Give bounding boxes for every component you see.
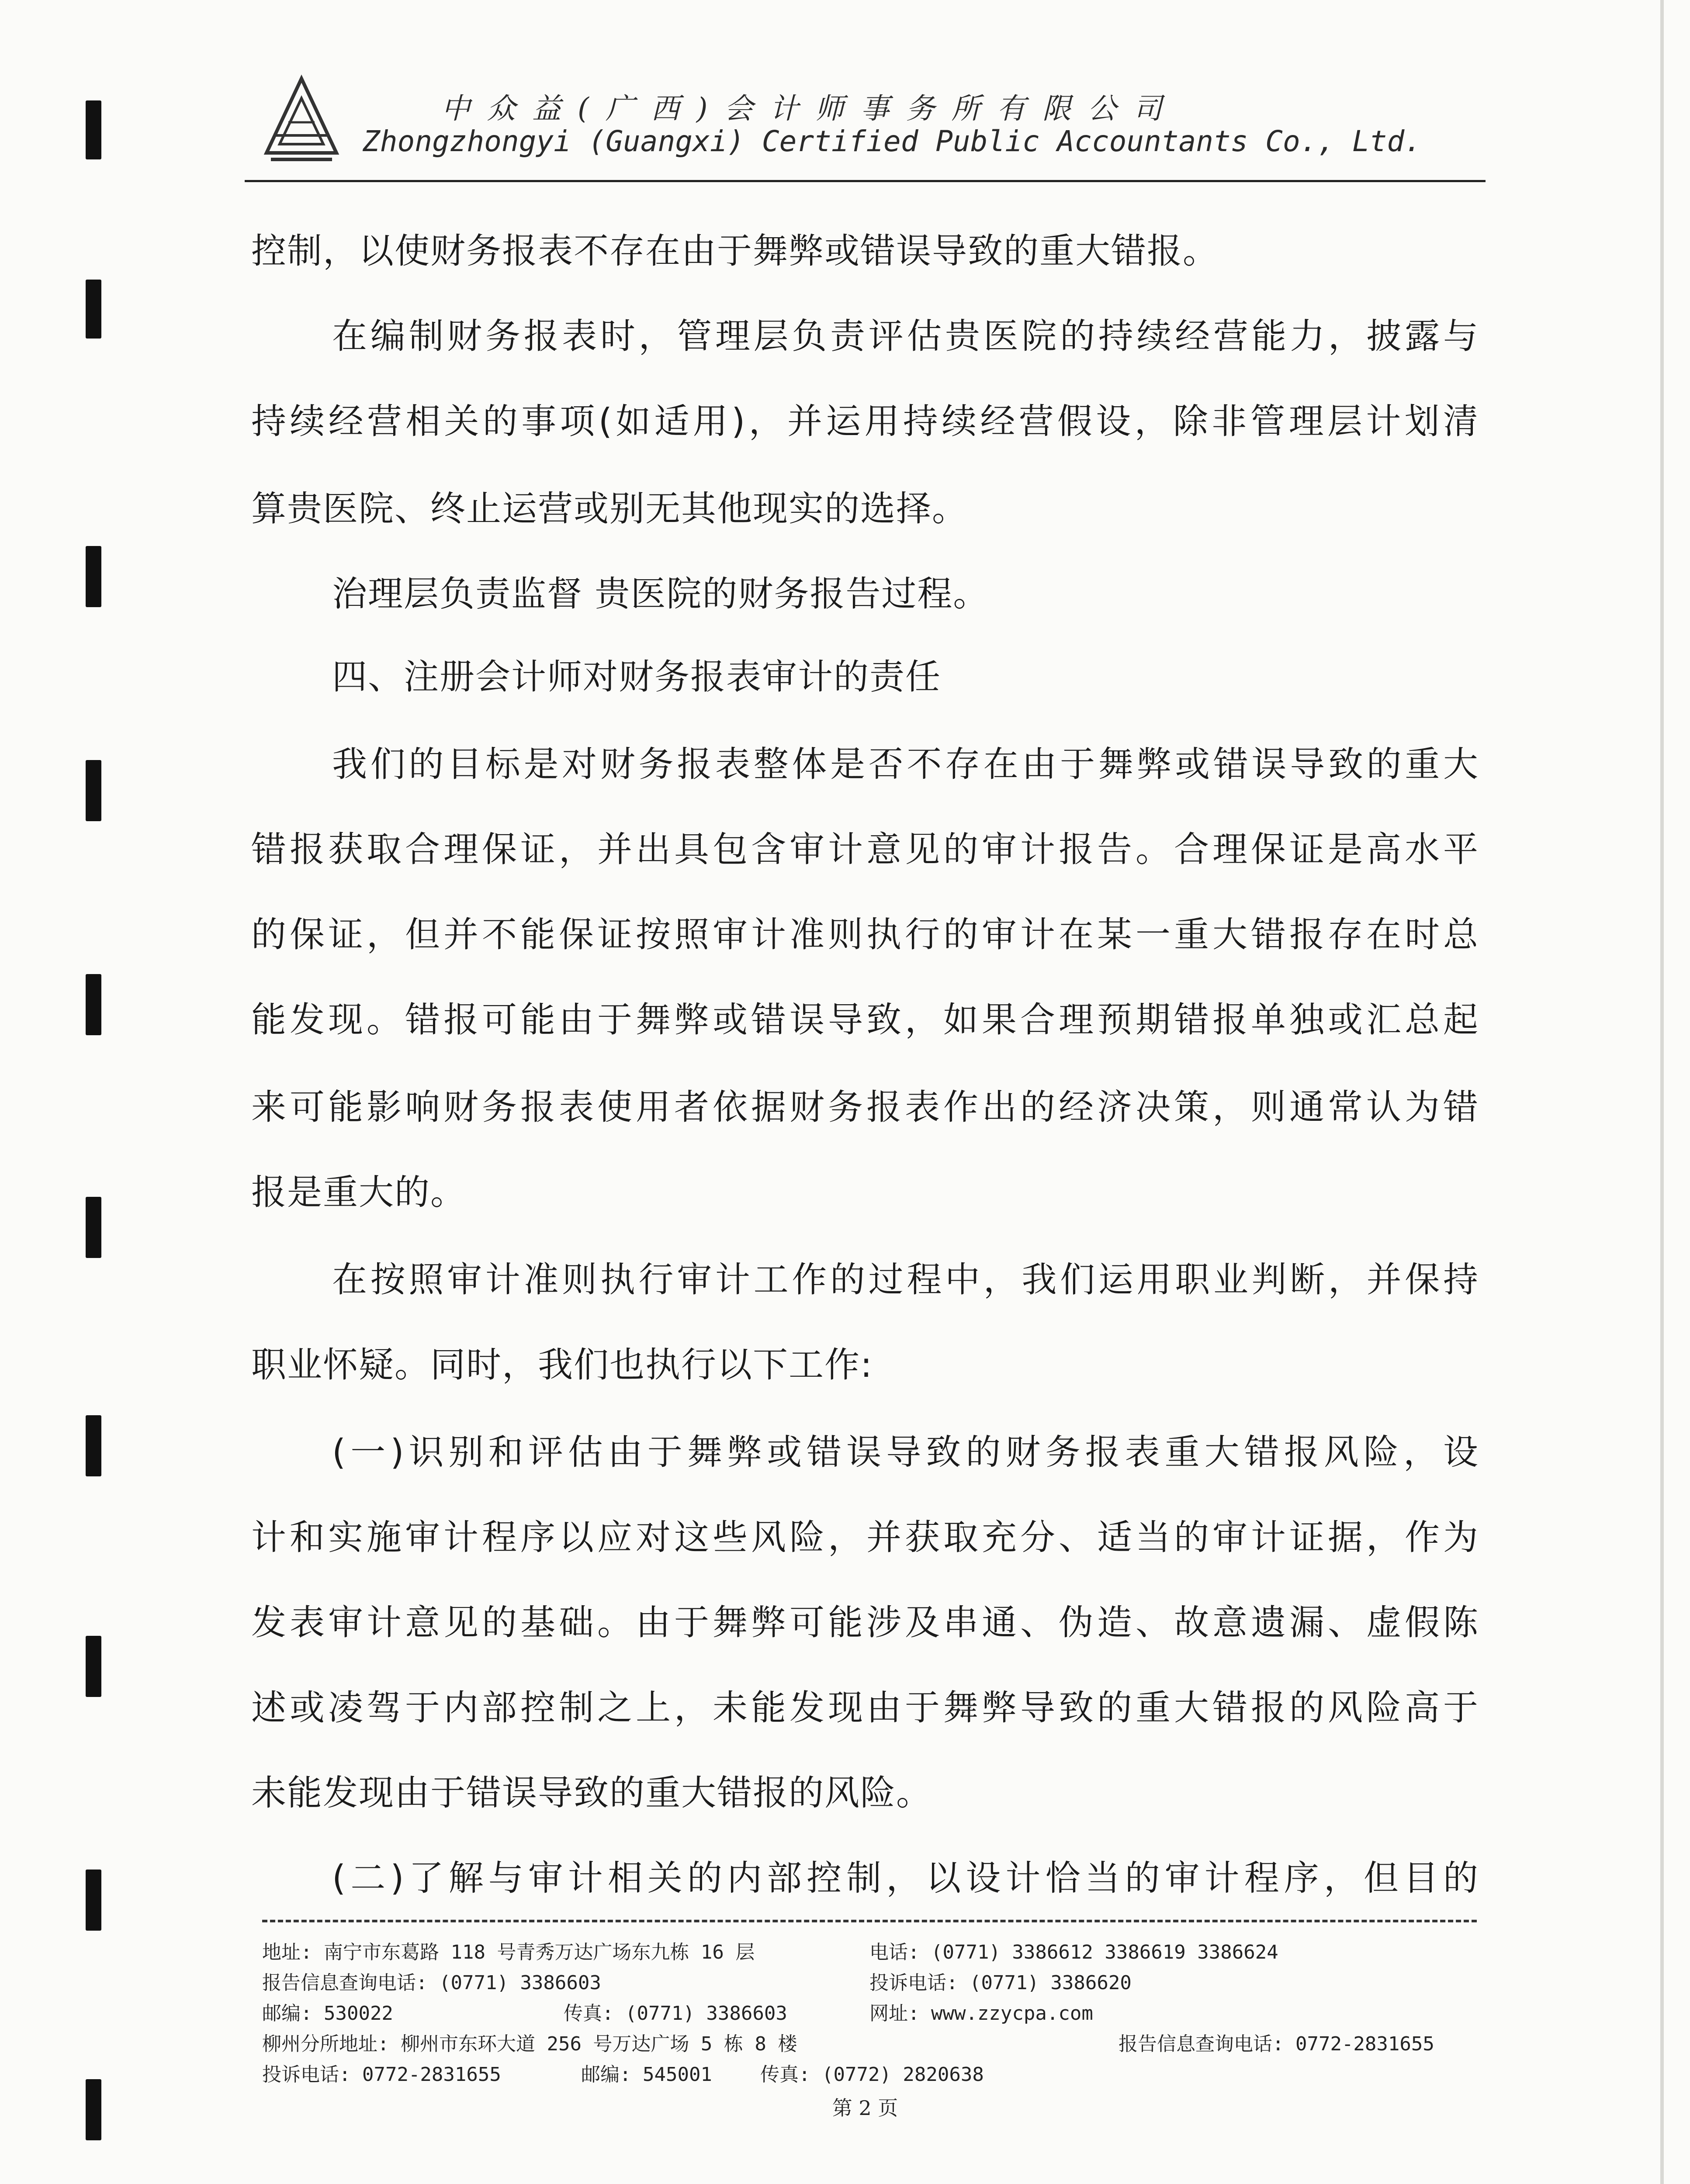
body-line: 报是重大的。 xyxy=(251,1172,466,1213)
body-line: 算贵医院、终止运营或别无其他现实的选择。 xyxy=(251,488,968,529)
body-line: (二)了解与审计相关的内部控制，以设计恰当的审计程序，但目的 xyxy=(332,1858,1479,1898)
footer-postcode: 邮编: 530022 xyxy=(262,2002,393,2025)
footer-branch-complaint: 投诉电话: 0772-2831655 xyxy=(262,2063,501,2086)
body-line: 在编制财务报表时，管理层负责评估贵医院的持续经营能力，披露与 xyxy=(332,316,1479,356)
page-edge xyxy=(1660,0,1664,2184)
footer-fax: 传真: (0771) 3386603 xyxy=(564,2002,787,2025)
body-line: 治理层负责监督 贵医院的财务报告过程。 xyxy=(332,574,989,614)
body-line: 在按照审计准则执行审计工作的过程中，我们运用职业判断，并保持 xyxy=(332,1259,1479,1300)
binding-mark xyxy=(86,760,101,821)
binding-mark xyxy=(86,1415,101,1476)
body-line: 计和实施审计程序以应对这些风险，并获取充分、适当的审计证据，作为 xyxy=(251,1517,1479,1558)
footer-branch-postcode: 邮编: 545001 xyxy=(581,2063,712,2086)
page-number: 第 2 页 xyxy=(832,2096,898,2120)
footer-branch-address: 柳州分所地址: 柳州市东环大道 256 号万达广场 5 栋 8 楼 xyxy=(262,2033,797,2055)
body-line: 未能发现由于错误导致的重大错报的风险。 xyxy=(251,1773,932,1813)
firm-logo-icon xyxy=(262,74,341,166)
body-line: 来可能影响财务报表使用者依据财务报表作出的经济决策，则通常认为错 xyxy=(251,1087,1479,1127)
body-line: 发表审计意见的基础。由于舞弊可能涉及串通、伪造、故意遗漏、虚假陈 xyxy=(251,1602,1479,1643)
footer-website: 网址: www.zzycpa.com xyxy=(869,2002,1093,2025)
binding-mark xyxy=(86,280,101,339)
binding-mark xyxy=(86,974,101,1035)
footer-phone: 电话: (0771) 3386612 3386619 3386624 xyxy=(869,1941,1278,1963)
footer-divider xyxy=(262,1920,1477,1922)
header-divider xyxy=(245,180,1486,182)
body-line: 控制，以使财务报表不存在由于舞弊或错误导致的重大错报。 xyxy=(251,231,1219,271)
company-name-en: Zhongzhongyi (Guangxi) Certified Public Accountants Co., Ltd. xyxy=(363,124,1422,158)
binding-mark xyxy=(86,1636,101,1697)
binding-mark xyxy=(86,546,101,607)
footer-branch-report-query: 报告信息查询电话: 0772-2831655 xyxy=(1119,2033,1434,2055)
binding-mark xyxy=(86,1870,101,1931)
body-line: 错报获取合理保证，并出具包含审计意见的审计报告。合理保证是高水平 xyxy=(251,829,1479,870)
footer-complaint: 投诉电话: (0771) 3386620 xyxy=(869,1972,1132,1994)
body-line: 持续经营相关的事项(如适用)，并运用持续经营假设，除非管理层计划清 xyxy=(251,401,1479,442)
footer-address: 地址: 南宁市东葛路 118 号青秀万达广场东九栋 16 层 xyxy=(262,1941,755,1963)
body-line: 的保证，但并不能保证按照审计准则执行的审计在某一重大错报存在时总 xyxy=(251,914,1479,955)
binding-mark xyxy=(86,1197,101,1258)
footer-branch-fax: 传真: (0772) 2820638 xyxy=(760,2063,984,2086)
footer-report-query: 报告信息查询电话: (0771) 3386603 xyxy=(262,1972,601,1994)
binding-mark xyxy=(86,100,101,159)
body-line: 职业怀疑。同时，我们也执行以下工作: xyxy=(251,1344,873,1385)
body-line: (一)识别和评估由于舞弊或错误导致的财务报表重大错报风险，设 xyxy=(332,1432,1479,1472)
section-heading: 四、注册会计师对财务报表审计的责任 xyxy=(332,657,941,697)
body-line: 能发现。错报可能由于舞弊或错误导致，如果合理预期错报单独或汇总起 xyxy=(251,999,1479,1040)
body-line: 我们的目标是对财务报表整体是否不存在由于舞弊或错误导致的重大 xyxy=(332,744,1479,784)
body-line: 述或凌驾于内部控制之上，未能发现由于舞弊导致的重大错报的风险高于 xyxy=(251,1687,1479,1728)
company-name-cn: 中众益(广西)会计师事务所有限公司 xyxy=(441,92,1179,125)
binding-mark xyxy=(86,2079,101,2140)
